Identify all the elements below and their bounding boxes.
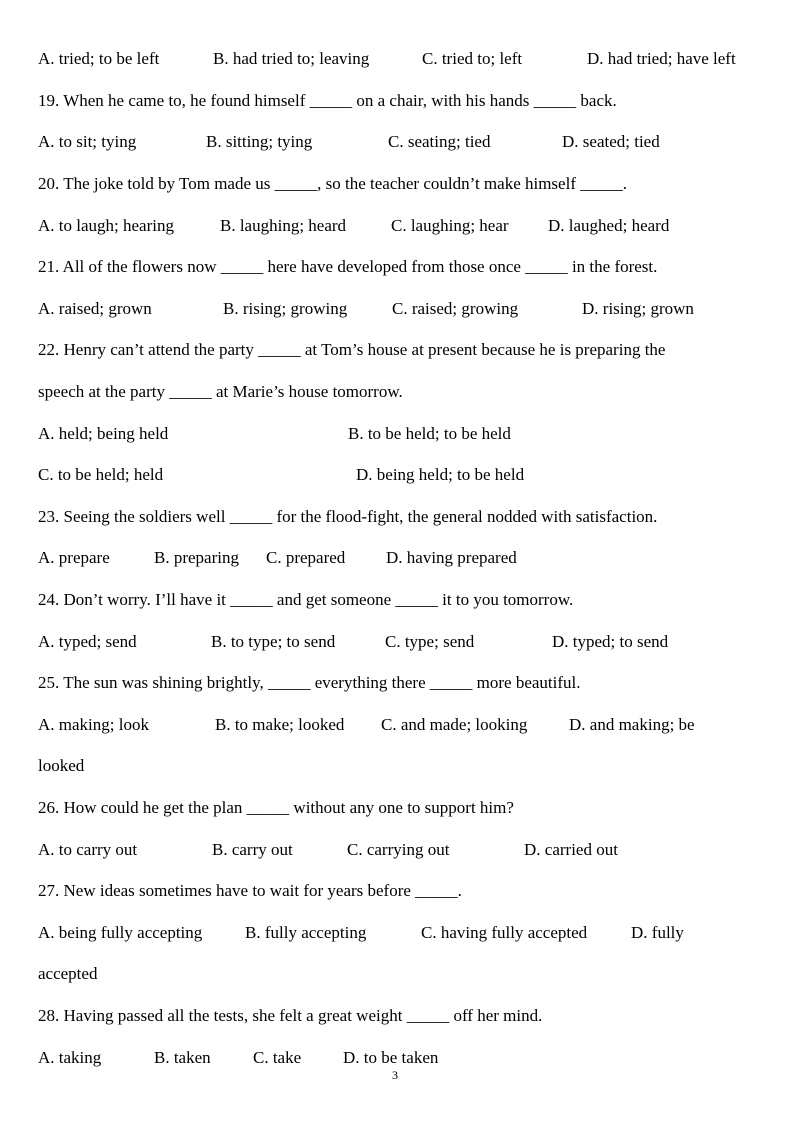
answer-option: B. fully accepting — [245, 923, 367, 942]
answer-option: B. had tried to; leaving — [213, 49, 370, 68]
answer-option: D. fully — [631, 923, 684, 942]
answer-option: A. making; look — [38, 715, 149, 734]
question-line: accepted — [38, 964, 98, 983]
question-line: 19. When he came to, he found himself _____ on a chair, with his hands _____ back. — [38, 91, 617, 110]
question-line: 27. New ideas sometimes have to wait for years before _____. — [38, 881, 462, 900]
answer-option: D. had tried; have left — [587, 49, 736, 68]
answer-option: D. being held; to be held — [356, 465, 525, 484]
answer-option: A. to sit; tying — [38, 132, 137, 151]
answer-option: C. tried to; left — [422, 49, 523, 68]
answer-option: C. prepared — [266, 548, 346, 567]
answer-option: A. to carry out — [38, 840, 138, 859]
answer-option: A. prepare — [38, 548, 110, 567]
answer-option: A. being fully accepting — [38, 923, 203, 942]
answer-option: C. and made; looking — [381, 715, 528, 734]
answer-option: B. to be held; to be held — [348, 424, 511, 443]
answer-option: D. to be taken — [343, 1048, 439, 1067]
question-line: looked — [38, 756, 85, 775]
page-number: 3 — [392, 1068, 398, 1082]
answer-option: B. to type; to send — [211, 632, 336, 651]
answer-option: D. laughed; heard — [548, 216, 670, 235]
answer-option: A. taking — [38, 1048, 102, 1067]
answer-option: D. typed; to send — [552, 632, 669, 651]
answer-option: C. raised; growing — [392, 299, 519, 318]
question-line: 28. Having passed all the tests, she felt a great weight _____ off her mind. — [38, 1006, 543, 1025]
answer-option: B. taken — [154, 1048, 211, 1067]
question-line: 26. How could he get the plan _____ without any one to support him? — [38, 798, 514, 817]
question-line: 24. Don’t worry. I’ll have it _____ and get someone _____ it to you tomorrow. — [38, 590, 574, 609]
answer-option: B. laughing; heard — [220, 216, 347, 235]
answer-option: B. carry out — [212, 840, 293, 859]
answer-option: B. sitting; tying — [206, 132, 313, 151]
answer-option: C. to be held; held — [38, 465, 164, 484]
answer-option: D. seated; tied — [562, 132, 660, 151]
question-line: 21. All of the flowers now _____ here have developed from those once _____ in the forest. — [38, 257, 658, 276]
answer-option: C. laughing; hear — [391, 216, 509, 235]
answer-option: A. to laugh; hearing — [38, 216, 174, 235]
answer-option: A. typed; send — [38, 632, 137, 651]
answer-option: A. raised; grown — [38, 299, 152, 318]
question-line: speech at the party _____ at Marie’s house tomorrow. — [38, 382, 403, 401]
answer-option: C. having fully accepted — [421, 923, 588, 942]
answer-option: D. rising; grown — [582, 299, 694, 318]
question-line: 25. The sun was shining brightly, _____ everything there _____ more beautiful. — [38, 673, 581, 692]
answer-option: D. having prepared — [386, 548, 517, 567]
answer-option: D. carried out — [524, 840, 618, 859]
answer-option: B. rising; growing — [223, 299, 348, 318]
answer-option: A. held; being held — [38, 424, 169, 443]
question-line: 20. The joke told by Tom made us _____, so the teacher couldn’t make himself _____. — [38, 174, 627, 193]
answer-option: C. take — [253, 1048, 302, 1067]
answer-option: A. tried; to be left — [38, 49, 160, 68]
answer-option: C. seating; tied — [388, 132, 491, 151]
answer-option: B. preparing — [154, 548, 239, 567]
answer-option: C. type; send — [385, 632, 475, 651]
answer-option: D. and making; be — [569, 715, 695, 734]
answer-option: C. carrying out — [347, 840, 450, 859]
question-line: 22. Henry can’t attend the party _____ at Tom’s house at present because he is preparing the — [38, 340, 666, 359]
answer-option: B. to make; looked — [215, 715, 345, 734]
question-line: 23. Seeing the soldiers well _____ for the flood-fight, the general nodded with satisfaction. — [38, 507, 658, 526]
